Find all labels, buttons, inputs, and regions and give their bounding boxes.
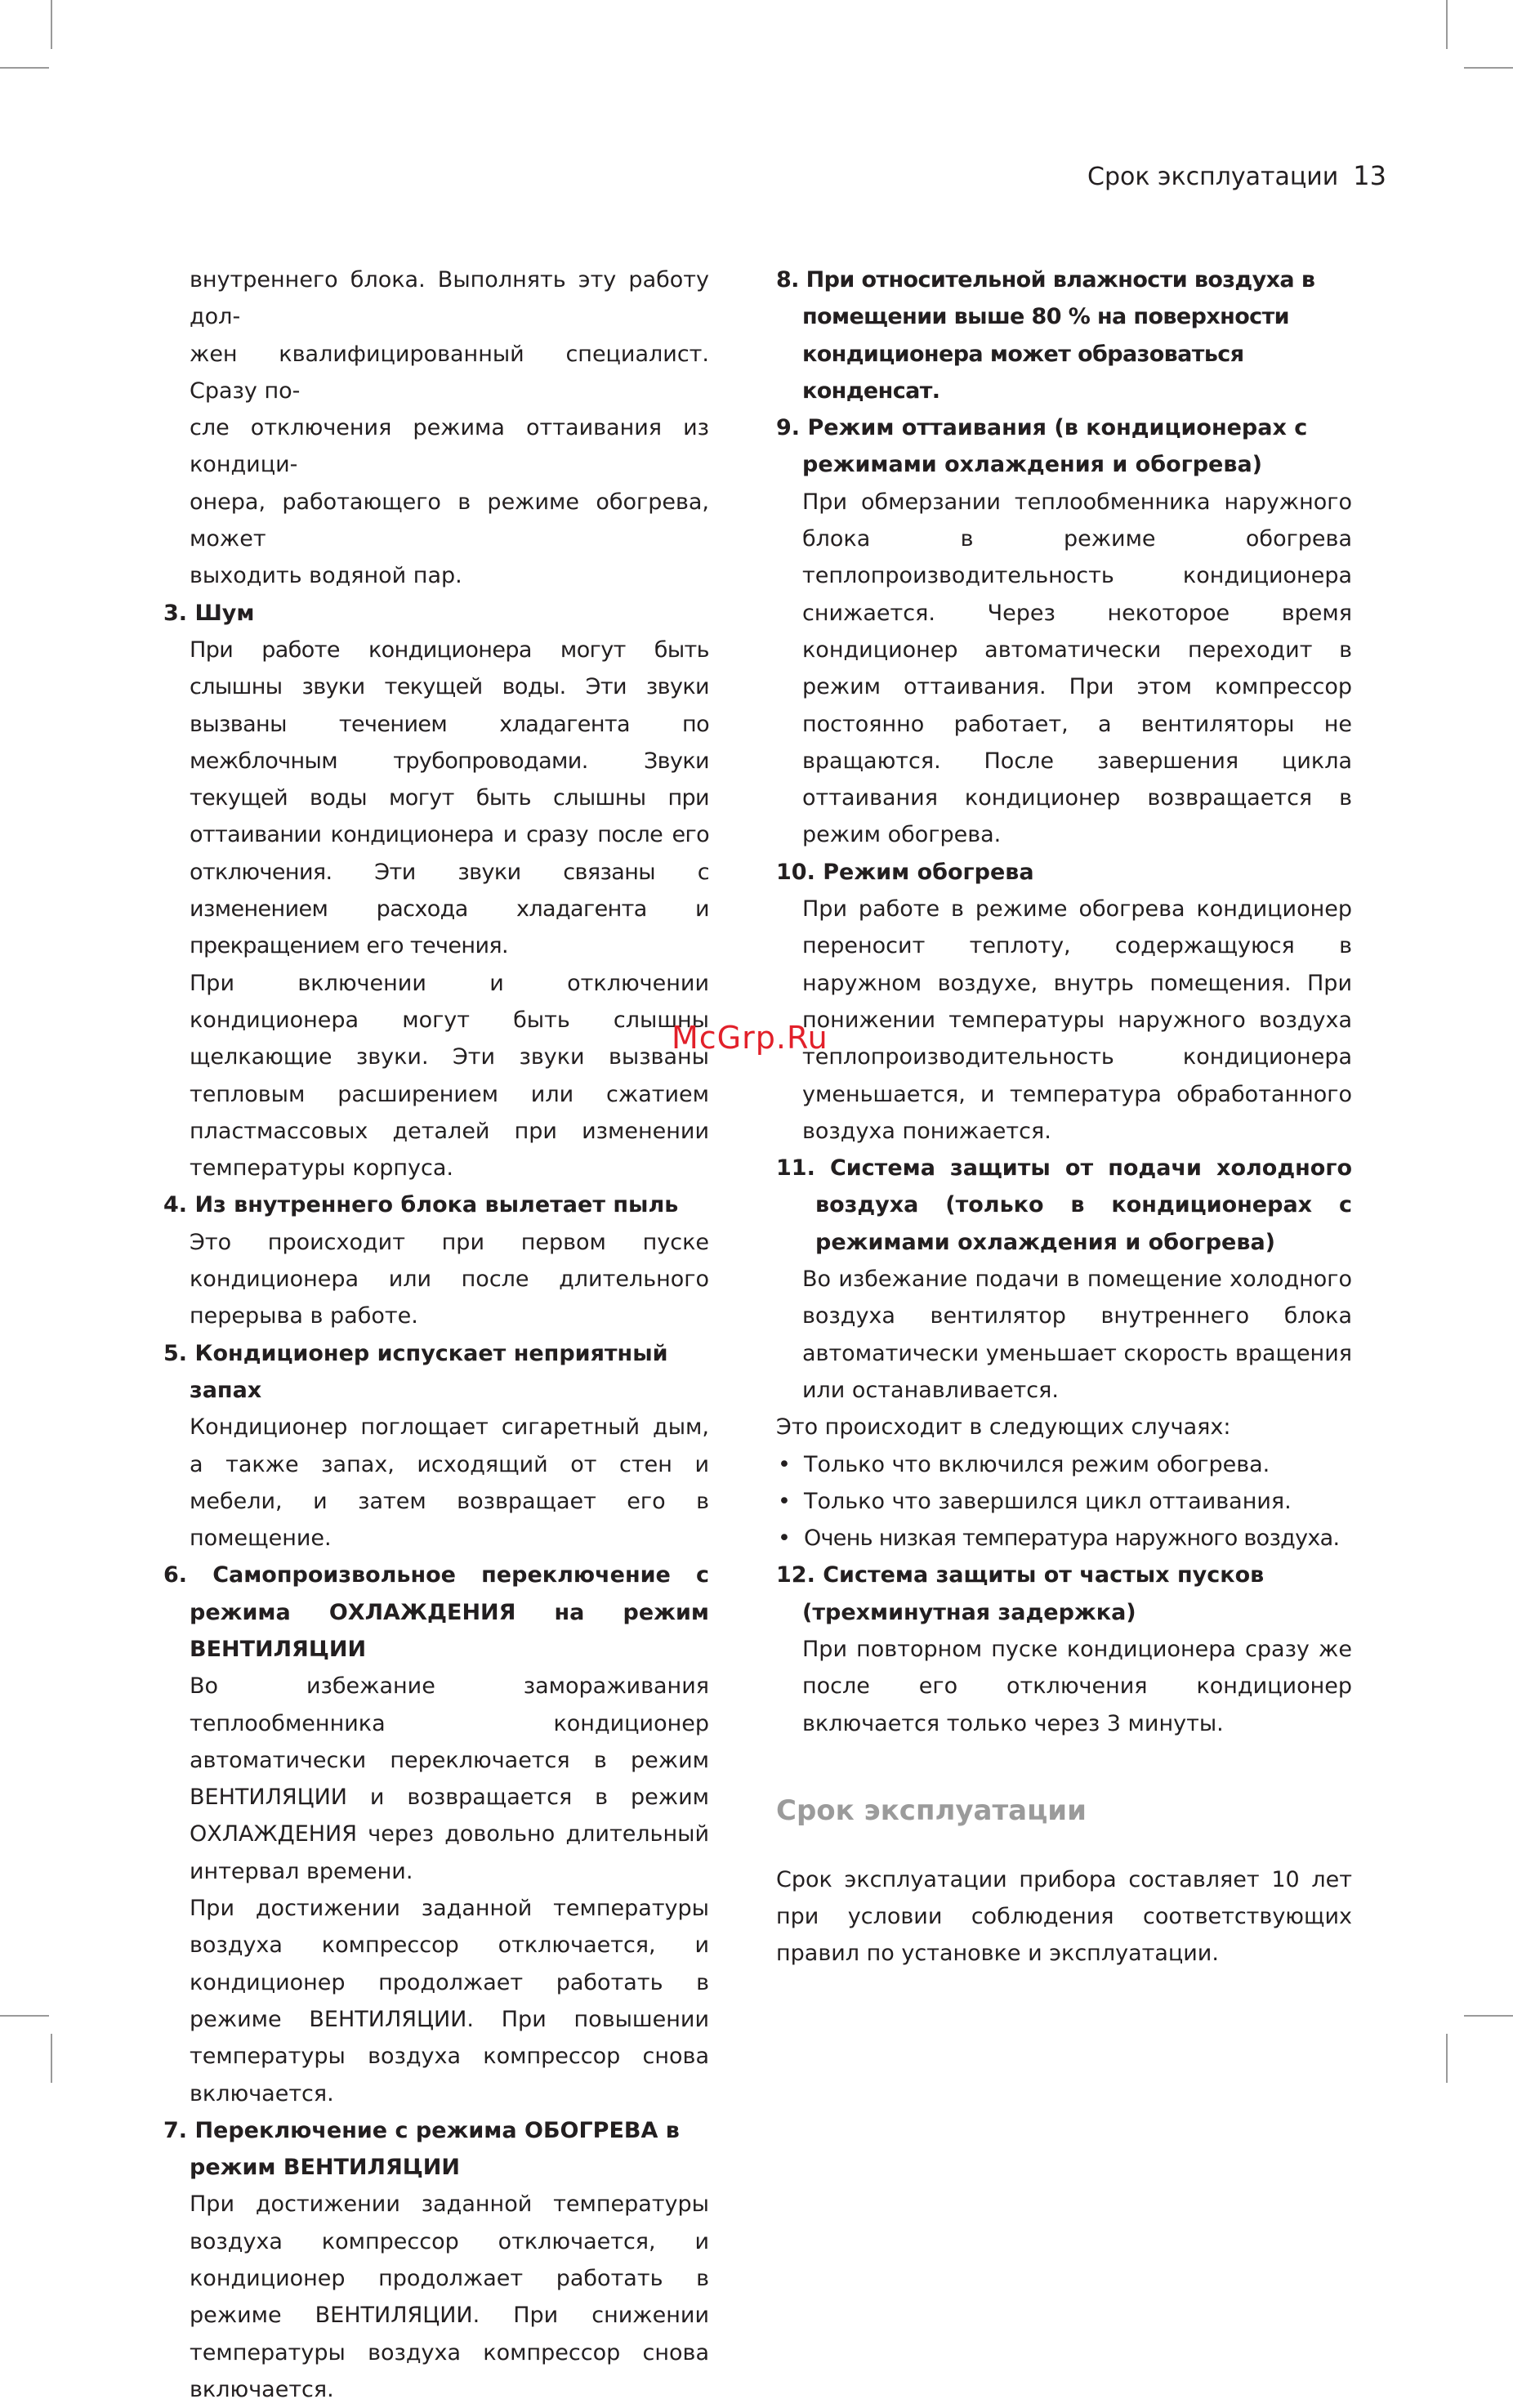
item-4-heading: 4. Из внутреннего блока вылетает пыль: [163, 1192, 679, 1218]
left-column: [163, 261, 709, 2408]
crop-mark: [51, 0, 52, 49]
intro-line: жен квалифицированный специалист. Сразу по-: [190, 341, 709, 404]
crop-mark: [1446, 0, 1448, 49]
cases-intro: Это происходит в следующих случаях:: [776, 1414, 1231, 1441]
item-3-paragraph: При работе кондиционера могут быть слышны звуки текущей воды. Эти звуки вызваны течением хладагента по межблочным трубопроводами. Звуки текущей воды могут быть слышны при оттаивании кондиционера и сразу после его отключения. Эти звуки связаны с изменением расхода хладагента и прекращением его течения.: [190, 637, 709, 959]
item-6-heading: 6. Самопроизвольное переключение с режима ОХЛАЖДЕНИЯ на режим ВЕНТИЛЯЦИИ: [163, 1562, 709, 1662]
item-3-paragraph: При включении и отключении кондиционера могут быть слышны щелкающие звуки. Эти звуки вызваны тепловым расширением или сжатием пластмассовых деталей при изменении температуры корпуса.: [190, 970, 709, 1182]
item-5-paragraph: Кондиционер поглощает сигаретный дым, а также запах, исходящий от стен и мебели, и затем возвращает его в помещение.: [190, 1414, 709, 1552]
item-3-heading: 3. Шум: [163, 600, 255, 626]
crop-mark: [1464, 2015, 1513, 2017]
item-12-paragraph: При повторном пуске кондиционера сразу же после его отключения кондиционер включается только через 3 минуты.: [802, 1636, 1352, 1736]
item-6-paragraph: Во избежание замораживания теплообменника кондиционер автоматически переключается в режим ВЕНТИЛЯЦИИ и возвращается в режим ОХЛАЖДЕНИЯ через довольно длительный интервал времени.: [190, 1673, 709, 1884]
crop-mark: [1446, 2034, 1448, 2083]
running-header: [1087, 160, 1386, 191]
list-item: [776, 1520, 1352, 1557]
intro-paragraph: [163, 261, 709, 595]
item-9-paragraph: При обмерзании теплообменника наружного блока в режиме обогрева теплопроизводительность кондиционера снижается. Через некоторое время кондиционер автоматически переходит в режим оттаивания. При этом компрессор постоянно работает, а вентиляторы не вращаются. После завершения цикла оттаивания кондиционер возвращается в режим обогрева.: [802, 489, 1352, 848]
bullet-icon: •: [778, 1488, 791, 1514]
list-item: [776, 1446, 1352, 1483]
list-item-text: Только что завершился цикл оттаивания.: [804, 1488, 1292, 1514]
crop-mark: [1464, 67, 1513, 69]
item-7-heading: 7. Переключение с режима ОБОГРЕВА в режим ВЕНТИЛЯЦИИ: [163, 2117, 680, 2181]
item-11-heading: 11. Система защиты от подачи холодного воздуха (только в кондиционерах с режимами охлаждения и обогрева): [776, 1155, 1352, 1255]
item-5-heading: 5. Кондиционер испускает неприятный запах: [163, 1340, 668, 1403]
list-item-text: Только что включился режим обогрева.: [804, 1451, 1270, 1477]
bullet-icon: •: [778, 1451, 791, 1477]
bullet-icon: •: [778, 1526, 791, 1552]
crop-mark: [0, 67, 49, 69]
watermark-text: McGrp.Ru: [672, 1020, 828, 1056]
list-item: [776, 1483, 1352, 1520]
right-column: [776, 261, 1352, 1972]
crop-mark: [0, 2015, 49, 2017]
item-4-paragraph: Это происходит при первом пуске кондиционера или после длительного перерыва в работе.: [190, 1229, 709, 1329]
item-12-heading: 12. Система защиты от частых пусков (трехминутная задержка): [776, 1562, 1265, 1625]
list-item-text: Очень низкая температура наружного воздуха.: [804, 1526, 1340, 1552]
item-6-paragraph: При достижении заданной температуры воздуха компрессор отключается, и кондиционер продолжает работать в режиме ВЕНТИЛЯЦИИ. При повышении температуры воздуха компрессор снова включается.: [190, 1896, 709, 2106]
page-number: 13: [1353, 160, 1386, 191]
item-8-heading: 8. При относительной влажности воздуха в помещении выше 80 % на поверхности кондиционера может образоваться конденсат.: [776, 267, 1315, 404]
intro-line: онера, работающего в режиме обогрева, может: [190, 489, 709, 552]
item-10-heading: 10. Режим обогрева: [776, 859, 1034, 885]
cases-list: [776, 1446, 1352, 1557]
section-text: Срок эксплуатации прибора составляет 10 лет при условии соблюдения соответствующих правил по установке и эксплуатации.: [776, 1866, 1352, 1967]
intro-line: сле отключения режима оттаивания из кондици-: [190, 415, 709, 478]
header-title: Срок эксплуатации: [1087, 163, 1339, 191]
crop-mark: [51, 2034, 52, 2083]
item-10-paragraph: При работе в режиме обогрева кондиционер переносит теплоту, содержащуюся в наружном воздухе, внутрь помещения. При понижении температуры наружного воздуха теплопроизводительность кондиционера уменьшается, и температура обработанного воздуха понижается.: [802, 896, 1352, 1144]
intro-line: внутреннего блока. Выполнять эту работу дол-: [190, 267, 709, 330]
section-title: Срок эксплуатации: [776, 1794, 1087, 1827]
intro-line: выходить водяной пар.: [190, 563, 462, 589]
item-7-paragraph: При достижении заданной температуры воздуха компрессор отключается, и кондиционер продолжает работать в режиме ВЕНТИЛЯЦИИ. При снижении температуры воздуха компрессор снова включается.: [190, 2191, 709, 2402]
item-11-paragraph: Во избежание подачи в помещение холодного воздуха вентилятор внутреннего блока автоматически уменьшает скорость вращения или останавливается.: [802, 1267, 1352, 1403]
item-9-heading: 9. Режим оттаивания (в кондиционерах с режимами охлаждения и обогрева): [776, 415, 1308, 478]
